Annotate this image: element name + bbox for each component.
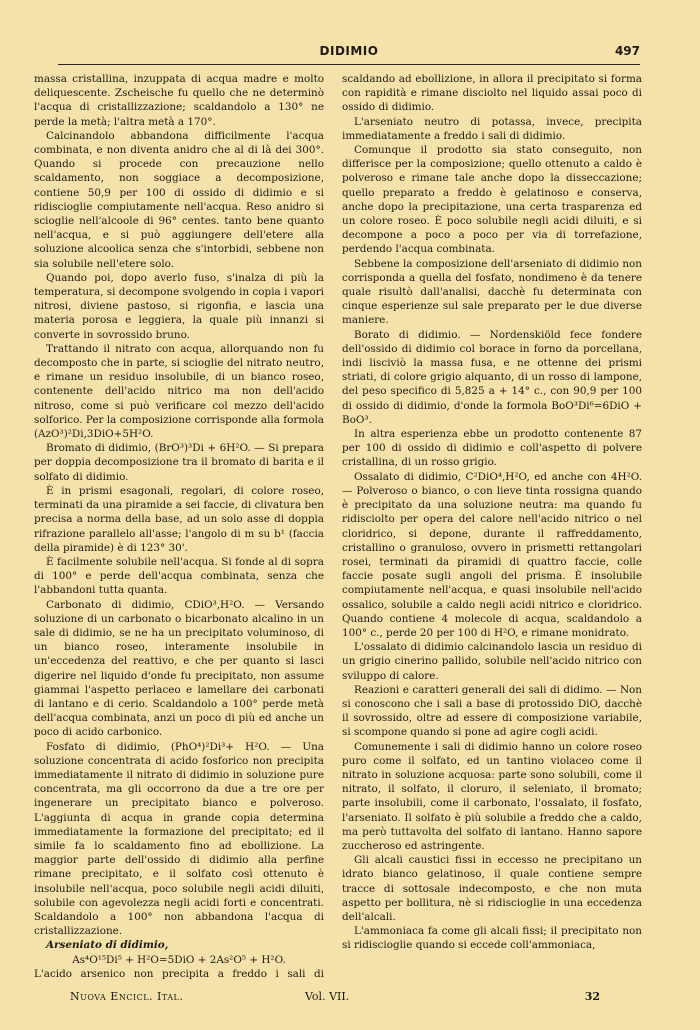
paragraph: L'ossalato di didimio calcinandolo lascia un residuo di un grigio cinerino pallido, solubile nell'acido nitrico con sviluppo di calore. [342, 641, 642, 682]
paragraph: In altra esperienza ebbe un prodotto contenente 87 per 100 di ossido di didimio e coll'aspetto di polvere cristallina, di un rosso grigio. [342, 428, 642, 469]
paragraph: Calcinandolo abbandona difficilmente l'acqua combinata, e non diventa anidro che al di là dei 300°. Quando si procede con precauzione nello scaldamento, non soggiace a decomposizione, contiene 50,9 per 100 di ossido di didimio e si ridiscioglie compiutamente nell'acqua. Reso anidro si scioglie nell'alcoole di 96° centes. tanto bene quanto nell'acqua, e si può aggiungere dell'etere alla soluzione alcoolica senza che s'intorbidi, sebbene non sia solubile nell'etere solo. [34, 129, 324, 270]
subheading-arseniato: Arseniato di didimio, [46, 939, 169, 952]
page-header [58, 42, 640, 65]
paragraph-ossalato: Ossalato di didimio, C²DiO⁴,H²O, ed anche con 4H²O. — Polveroso o bianco, o con lieve tinta rossigna quando è precipitato da una soluzione neutra: ma quando fu ridisciolto per opera del calore nell'acido nitrico o nel cloridrico, si depone, durante il raffreddamento, cristallino o granuloso, ovvero in prismetti rettangolari rosei, terminati da piramidi di quattro faccie, colle faccie posate sugli angoli del prisma. È insolubile compiutamente nell'acqua, e quasi insolubile nell'acido ossalico, solubile a caldo negli acidi nitrico e cloridrico. Quando contiene 4 molecole di acqua, scaldandolo a 100° c., perde 20 per 100 di H²O, e rimane monidrato. [342, 470, 642, 639]
paragraph-carbonato: Carbonato di didimio, CDiO³,H²O. — Versando soluzione di un carbonato o bicarbonato alcalino in un sale di didimio, se ne ha un precipitato voluminoso, di un bianco roseo, interamente insolubile in un'eccedenza del reattivo, e che per quanto si lasci digerire nel liquido d'onde fu precipitato, non assume giammai l'aspetto perlaceo e lamellare dei carbonati di lantano e di cerio. Scaldandolo a 100° perde metà dell'acqua combinata, anzi un poco di più ed anche un poco di acido carbonico. [34, 598, 324, 739]
footer-signature: 32 [584, 990, 600, 1003]
paragraph: scaldando ad ebollizione, in allora il precipitato si forma con rapidità e rimane disciolto nel liquido assai poco di ossido di didimio. [342, 73, 642, 114]
paragraph: Comunemente i sali di didimio hanno un colore roseo puro come il solfato, ed un tantino violaceo come il nitrato in soluzione acquosa: parte sono solubili, come il nitrato, il solfato, il cloruro, il seleniato, il bromato; parte insolubili, come il carbonato, l'ossalato, il fosfato, l'arseniato. Il solfato è più solubile a freddo che a caldo, ma però tuttavolta del solfato di lantano. Hanno sapore zuccheroso ed astringente. [342, 740, 642, 852]
paragraph: Quando poi, dopo averlo fuso, s'inalza di più la temperatura, si decompone svolgendo in copia i vapori nitrosi, diviene pastoso, si rigonfia, e lascia una materia porosa e leggiera, la quale più innanzi si converte in sovrossido bruno. [34, 271, 324, 341]
footer-publication: Nuova Encicl. Ital. [70, 990, 184, 1003]
footer-volume: Vol. VII. [305, 990, 350, 1003]
paragraph-reazioni: Reazioni e caratteri generali dei sali di didimo. — Non si conoscono che i sali a base di protossido DiO, dacchè il sovrossido, oltre ad essere di composizione variabile, si scompone quando si pone ad agire cogli acidi. [342, 683, 642, 739]
paragraph: L'arseniato neutro di potassa, invece, precipita immediatamente a freddo i sali di didimio. [342, 115, 642, 142]
paragraph: Trattando il nitrato con acqua, allorquando non fu decomposto che in parte, si scioglie del nitrato neutro, e rimane un residuo insolubile, di un bianco roseo, contenente dell'acido nitrico ma non dell'acido nitroso, come si può verificare col mezzo dell'acido solforico. Per la composizione corrisponde alla formola (AzO³)²Di,3DiO+5H²O. [34, 342, 324, 441]
paragraph: È in prismi esagonali, regolari, di colore roseo, terminati da una piramide a sei faccie, di clivatura ben precisa a norma della base, ad un solo asse di doppia rifrazione parallelo all'asse; l'angolo di m su b¹ (faccia della piramide) è di 123° 30'. [34, 484, 324, 554]
paragraph: L'ammoniaca fa come gli alcali fissi; il precipitato non si ridiscioglie quando si eccede coll'ammoniaca, [342, 925, 642, 952]
paragraph-bromato: Bromato di didimio, (BrO³)³Di + 6H²O. — Si prepara per doppia decomposizione tra il bromato di barita e il solfato di didimio. [34, 442, 324, 483]
paragraph-borato: Borato di didimio. — Nordenskiöld fece fondere dell'ossido di didimio col borace in forno da porcellana, indi lisciviò la massa fusa, e ne ottenne dei prismi striati, di colore grigio alquanto, di un rosso di lampone, del peso specifico di 5,825 a + 14° c., con 90,9 per 100 di ossido di didimio, d'onde la formola BoO³Di⁶=6DiO + BoO³. [342, 328, 642, 426]
running-title: DIDIMIO [319, 44, 379, 58]
paragraph: massa cristallina, inzuppata di acqua madre e molto deliquescente. Zscheische fu quello che ne determinò l'acqua di cristallizzazione; scaldandolo a 130° ne perde la metà; l'altra metà a 170°. [34, 73, 324, 128]
paragraph-fosfato: Fosfato di didimio, (PhO⁴)²Di³+ H²O. — Una soluzione concentrata di acido fosforico non precipita immediatamente il nitrato di didimio in soluzione pure concentrata, ma gli occorrono da due a tre ore per ingenerare un precipitato bianco e polveroso. L'aggiunta di acqua in grande copia determina immediatamente la formazione del precipitato; ed il simile fa lo scaldamento fino ad ebollizione. La maggior parte dell'ossido di didimio alla perfine rimane precipitato, e il solfato così ottenuto è insolubile nell'acqua, poco solubile negli acidi diluiti, solubile con agevolezza negli acidi forti e concentrati. Scaldandolo a 100° non abbandona l'acqua di cristallizzazione. [34, 740, 324, 938]
paragraph: È facilmente solubile nell'acqua. Si fonde al di sopra di 100° e perde dell'acqua combinata, senza che l'abbandoni tutta quanta. [34, 555, 324, 597]
formula-arseniato: As⁴O¹⁵Di⁵ + H²O=5DiO + 2As²O⁵ + H²O. [72, 953, 286, 966]
paragraph: Comunque il prodotto sia stato conseguito, non differisce per la composizione; quello ottenuto a caldo è polveroso e rimane tale anche dopo la disseccazione; quello preparato a freddo è gelatinoso e conserva, anche dopo la precipitazione, una certa trasparenza ed un colore roseo. È poco solubile negli acidi diluiti, e si decompone a poco a poco per via di torrefazione, perdendo l'acqua combinata. [342, 144, 642, 256]
paragraph: L'acido arsenico non precipita a freddo i sali di [34, 967, 324, 980]
left-column [34, 72, 324, 982]
page-number: 497 [614, 44, 640, 58]
right-column [342, 72, 642, 982]
page-footer [70, 990, 600, 1006]
paragraph: Sebbene la composizione dell'arseniato di didimio non corrisponda a quella del fosfato, nondimeno è da tenere quale risultò dall'analisi, dacchè fu determinata con cinque esperienze sul sale preparato per le due diverse maniere. [342, 257, 642, 327]
paragraph: Gli alcali caustici fissi in eccesso ne precipitano un idrato bianco gelatinoso, il quale contiene sempre tracce di sottosale indecomposto, e che non muta aspetto per bollitura, nè si ridiscioglie in una eccedenza dell'alcali. [342, 854, 642, 923]
